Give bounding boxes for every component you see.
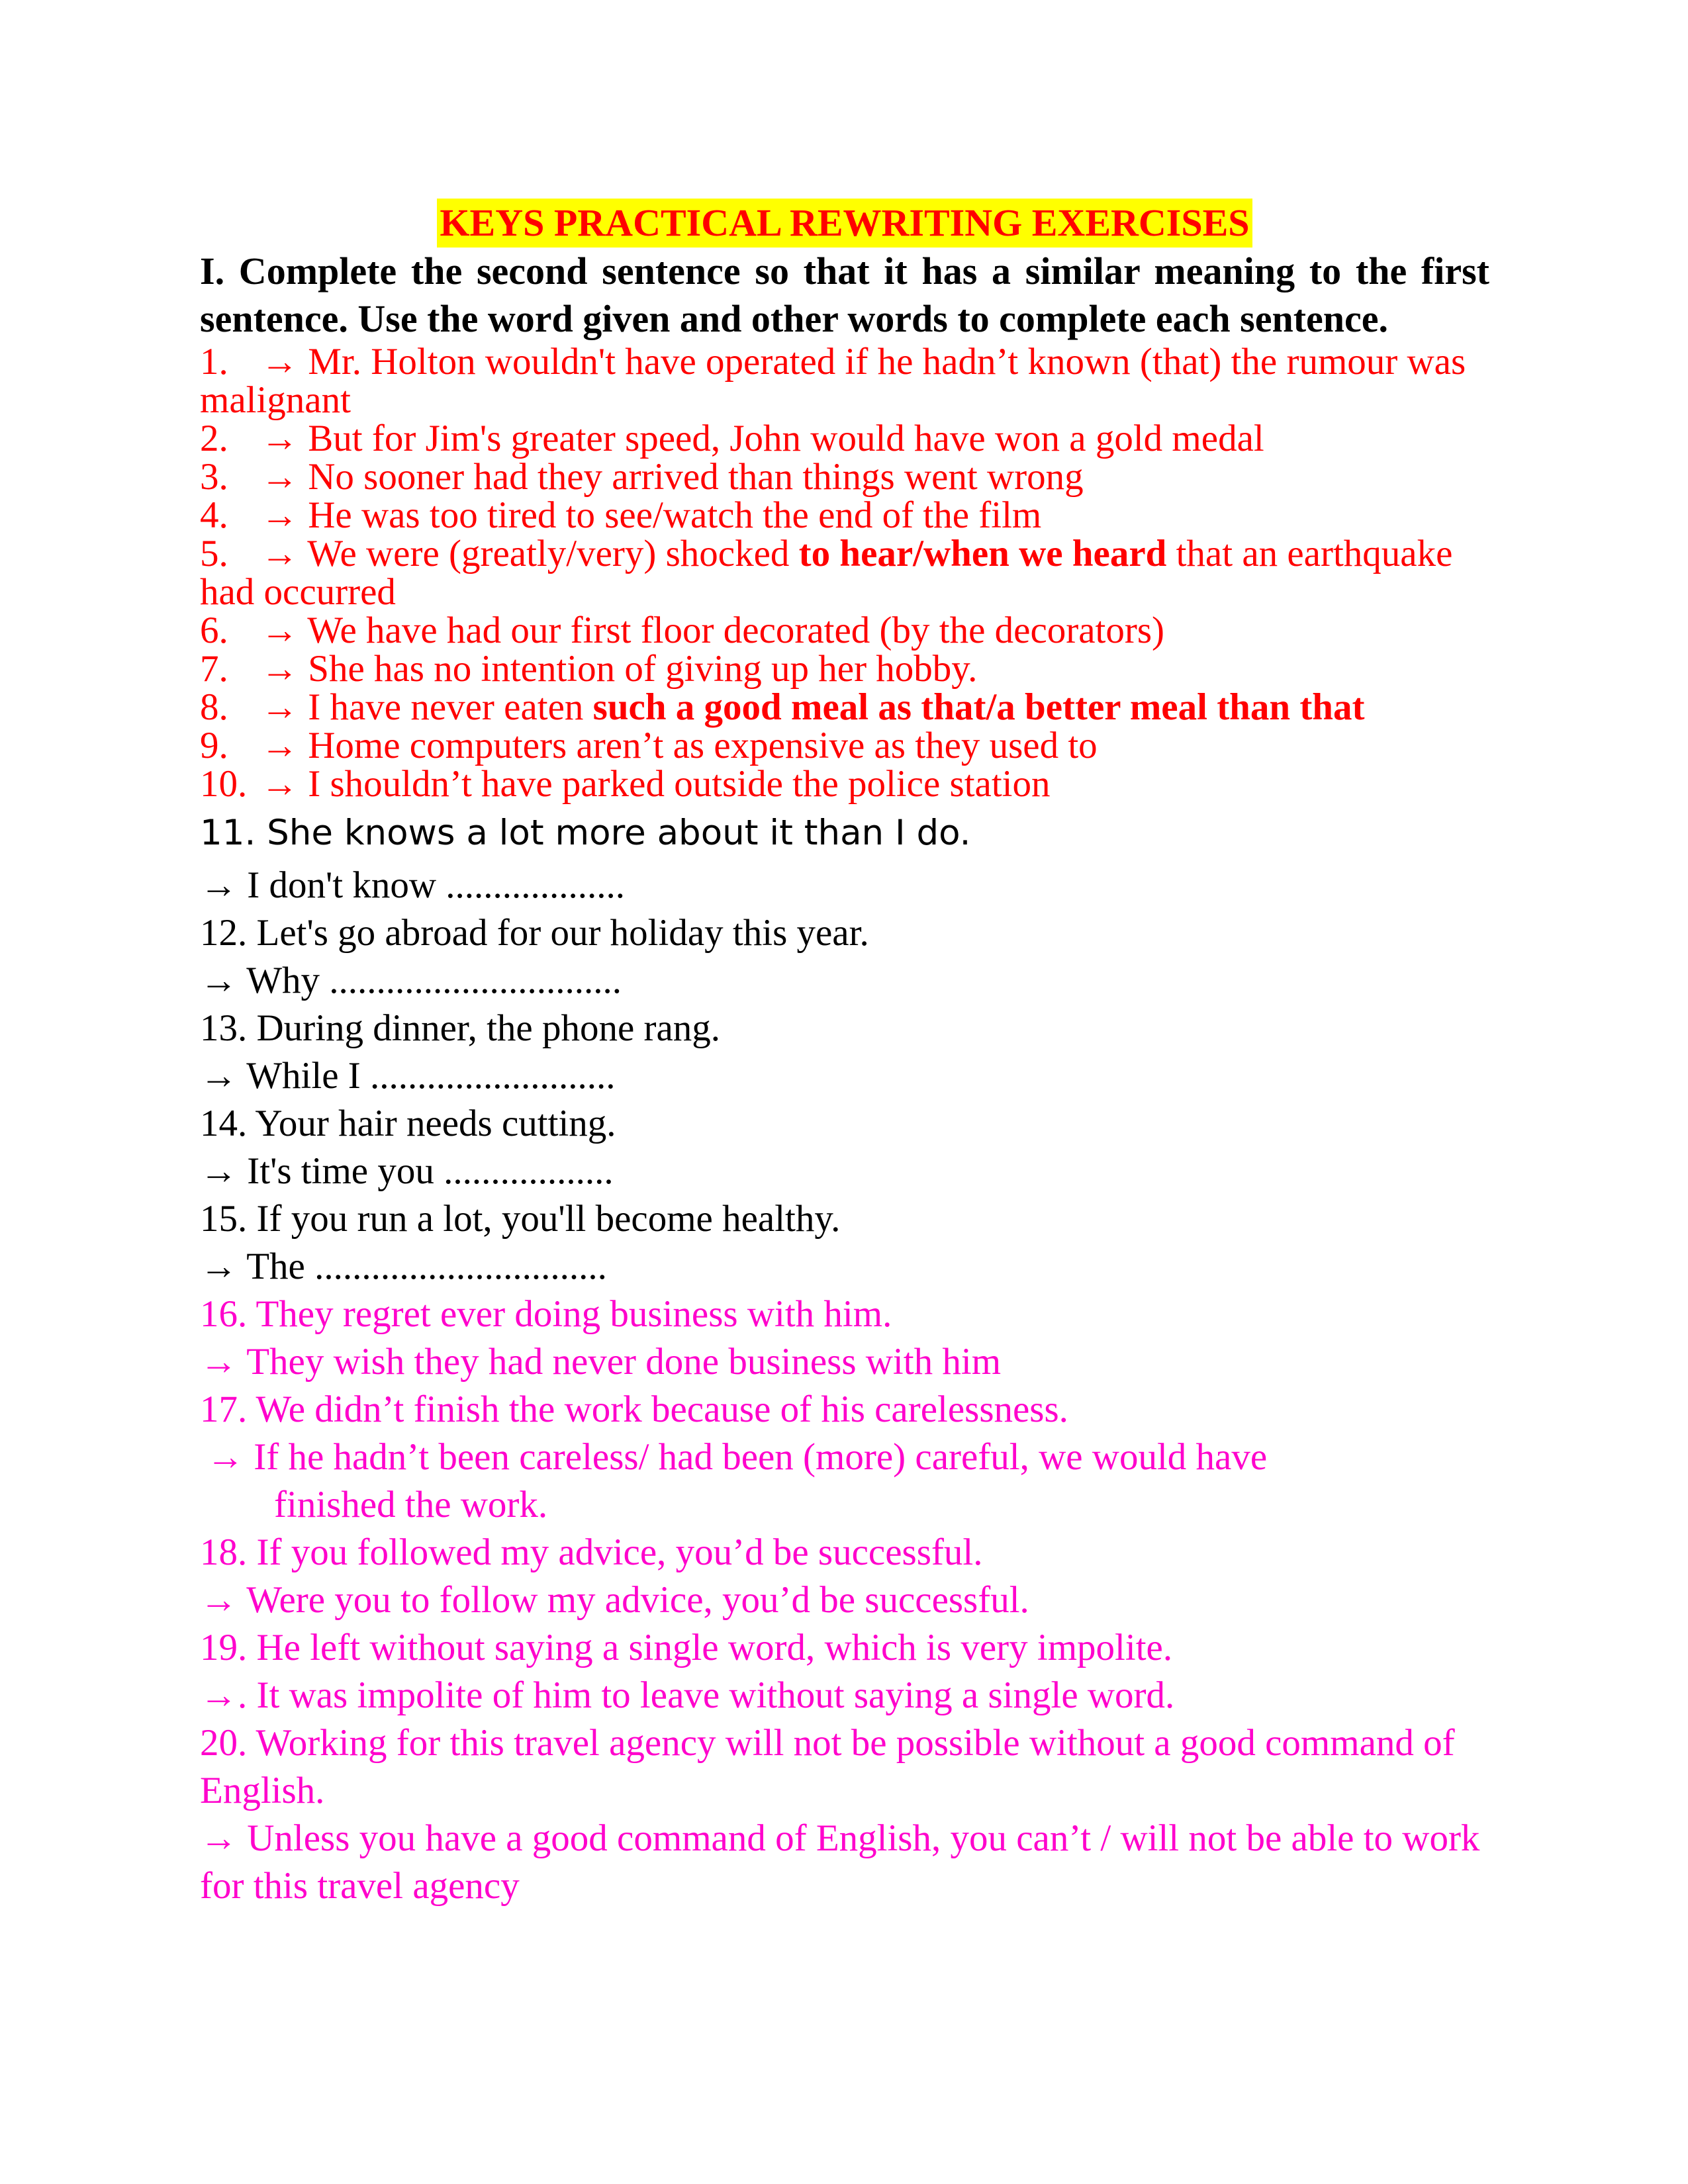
arrow-icon: → bbox=[261, 763, 299, 805]
answered-question-17: 17. We didn’t finish the work because of his carelessness. bbox=[200, 1388, 1068, 1430]
arrow-icon: → bbox=[261, 341, 299, 383]
exercise-question-12: 12. Let's go abroad for our holiday this year. bbox=[200, 912, 869, 954]
key-text-pre: I have never eaten bbox=[308, 686, 593, 728]
key-number: 3. bbox=[200, 456, 228, 498]
title-row bbox=[200, 199, 1489, 248]
key-item-9 bbox=[200, 727, 1489, 765]
arrow-icon: → bbox=[261, 610, 299, 651]
exercise-question-15: 15. If you run a lot, you'll become healthy. bbox=[200, 1198, 841, 1240]
key-item-2 bbox=[200, 420, 1489, 458]
exercise-answer-13: → While I .......................... bbox=[200, 1055, 616, 1097]
key-text-post: that an earthquake had occurred bbox=[200, 533, 1462, 613]
key-number: 4. bbox=[200, 494, 228, 536]
exercise-answer-12: → Why ............................... bbox=[200, 960, 622, 1001]
arrow-icon: → bbox=[261, 686, 299, 728]
answered-answer-20: → Unless you have a good command of English, you can’t / will not be able to work for this travel agency bbox=[200, 1817, 1480, 1907]
key-text: He was too tired to see/watch the end of the film bbox=[308, 494, 1042, 536]
key-number: 8. bbox=[200, 686, 228, 728]
key-number: 7. bbox=[200, 648, 228, 690]
key-text-pre: We were (greatly/very) shocked bbox=[307, 533, 799, 574]
arrow-icon: → bbox=[261, 418, 299, 459]
answered-question-18: 18. If you followed my advice, you’d be successful. bbox=[200, 1531, 983, 1573]
key-text-bold: to hear/when we heard bbox=[798, 533, 1167, 574]
document-title: KEYS PRACTICAL REWRITING EXERCISES bbox=[437, 199, 1252, 248]
key-number: 10. bbox=[200, 763, 248, 805]
answered-question-16: 16. They regret ever doing business with him. bbox=[200, 1293, 892, 1335]
key-number: 5. bbox=[200, 533, 228, 574]
key-item-4 bbox=[200, 496, 1489, 535]
arrow-icon: → bbox=[261, 456, 299, 498]
answered-answer-18: → Were you to follow my advice, you’d be successful. bbox=[200, 1579, 1029, 1621]
answered-answer-19: →. It was impolite of him to leave without saying a single word. bbox=[200, 1674, 1175, 1716]
key-number: 9. bbox=[200, 725, 228, 766]
key-text: She has no intention of giving up her hobby. bbox=[308, 648, 978, 690]
exercise-question-11: 11. She knows a lot more about it than I do. bbox=[200, 813, 971, 853]
key-item-5 bbox=[200, 535, 1489, 612]
answered-answer-17-line2: finished the work. bbox=[274, 1484, 548, 1525]
key-text: No sooner had they arrived than things went wrong bbox=[308, 456, 1084, 498]
section-instruction: I. Complete the second sentence so that it has a similar meaning to the first sentence. Use the word given and other words to complete each sentence. bbox=[200, 250, 1489, 340]
exercise-question-13: 13. During dinner, the phone rang. bbox=[200, 1007, 721, 1049]
exercise-question-14: 14. Your hair needs cutting. bbox=[200, 1103, 616, 1144]
key-item-1 bbox=[200, 343, 1489, 420]
arrow-icon: → bbox=[261, 725, 299, 766]
key-item-8 bbox=[200, 688, 1489, 727]
answered-answer-17-line1: → If he hadn’t been careless/ had been (more) careful, we would have bbox=[207, 1436, 1268, 1478]
key-text-bold: such a good meal as that/a better meal than that bbox=[592, 686, 1365, 728]
answered-answer-16: → They wish they had never done business with him bbox=[200, 1341, 1002, 1383]
key-text: But for Jim's greater speed, John would have won a gold medal bbox=[308, 418, 1264, 459]
key-number: 2. bbox=[200, 418, 228, 459]
key-text: I shouldn’t have parked outside the police station bbox=[308, 763, 1051, 805]
arrow-icon: → bbox=[261, 494, 299, 536]
exercise-answer-11: → I don't know ................... bbox=[200, 864, 626, 906]
key-item-7 bbox=[200, 650, 1489, 688]
answered-question-20: 20. Working for this travel agency will not be possible without a good command of English. bbox=[200, 1722, 1455, 1811]
key-item-10 bbox=[200, 765, 1489, 803]
exercise-answer-14: → It's time you .................. bbox=[200, 1150, 614, 1192]
key-text: Mr. Holton wouldn't have operated if he hadn’t known (that) the rumour was malignant bbox=[200, 341, 1476, 421]
key-number: 1. bbox=[200, 341, 228, 383]
key-item-6 bbox=[200, 612, 1489, 650]
key-text: We have had our first floor decorated (by the decorators) bbox=[307, 610, 1165, 651]
answer-key-list bbox=[200, 343, 1489, 803]
arrow-icon: → bbox=[261, 648, 299, 690]
key-text: Home computers aren’t as expensive as they used to bbox=[308, 725, 1098, 766]
exercise-answer-15: → The ............................... bbox=[200, 1246, 607, 1287]
key-number: 6. bbox=[200, 610, 228, 651]
arrow-icon: → bbox=[261, 533, 299, 574]
document-page bbox=[200, 199, 1489, 1910]
key-item-3 bbox=[200, 458, 1489, 496]
answered-question-19: 19. He left without saying a single word, which is very impolite. bbox=[200, 1627, 1173, 1668]
